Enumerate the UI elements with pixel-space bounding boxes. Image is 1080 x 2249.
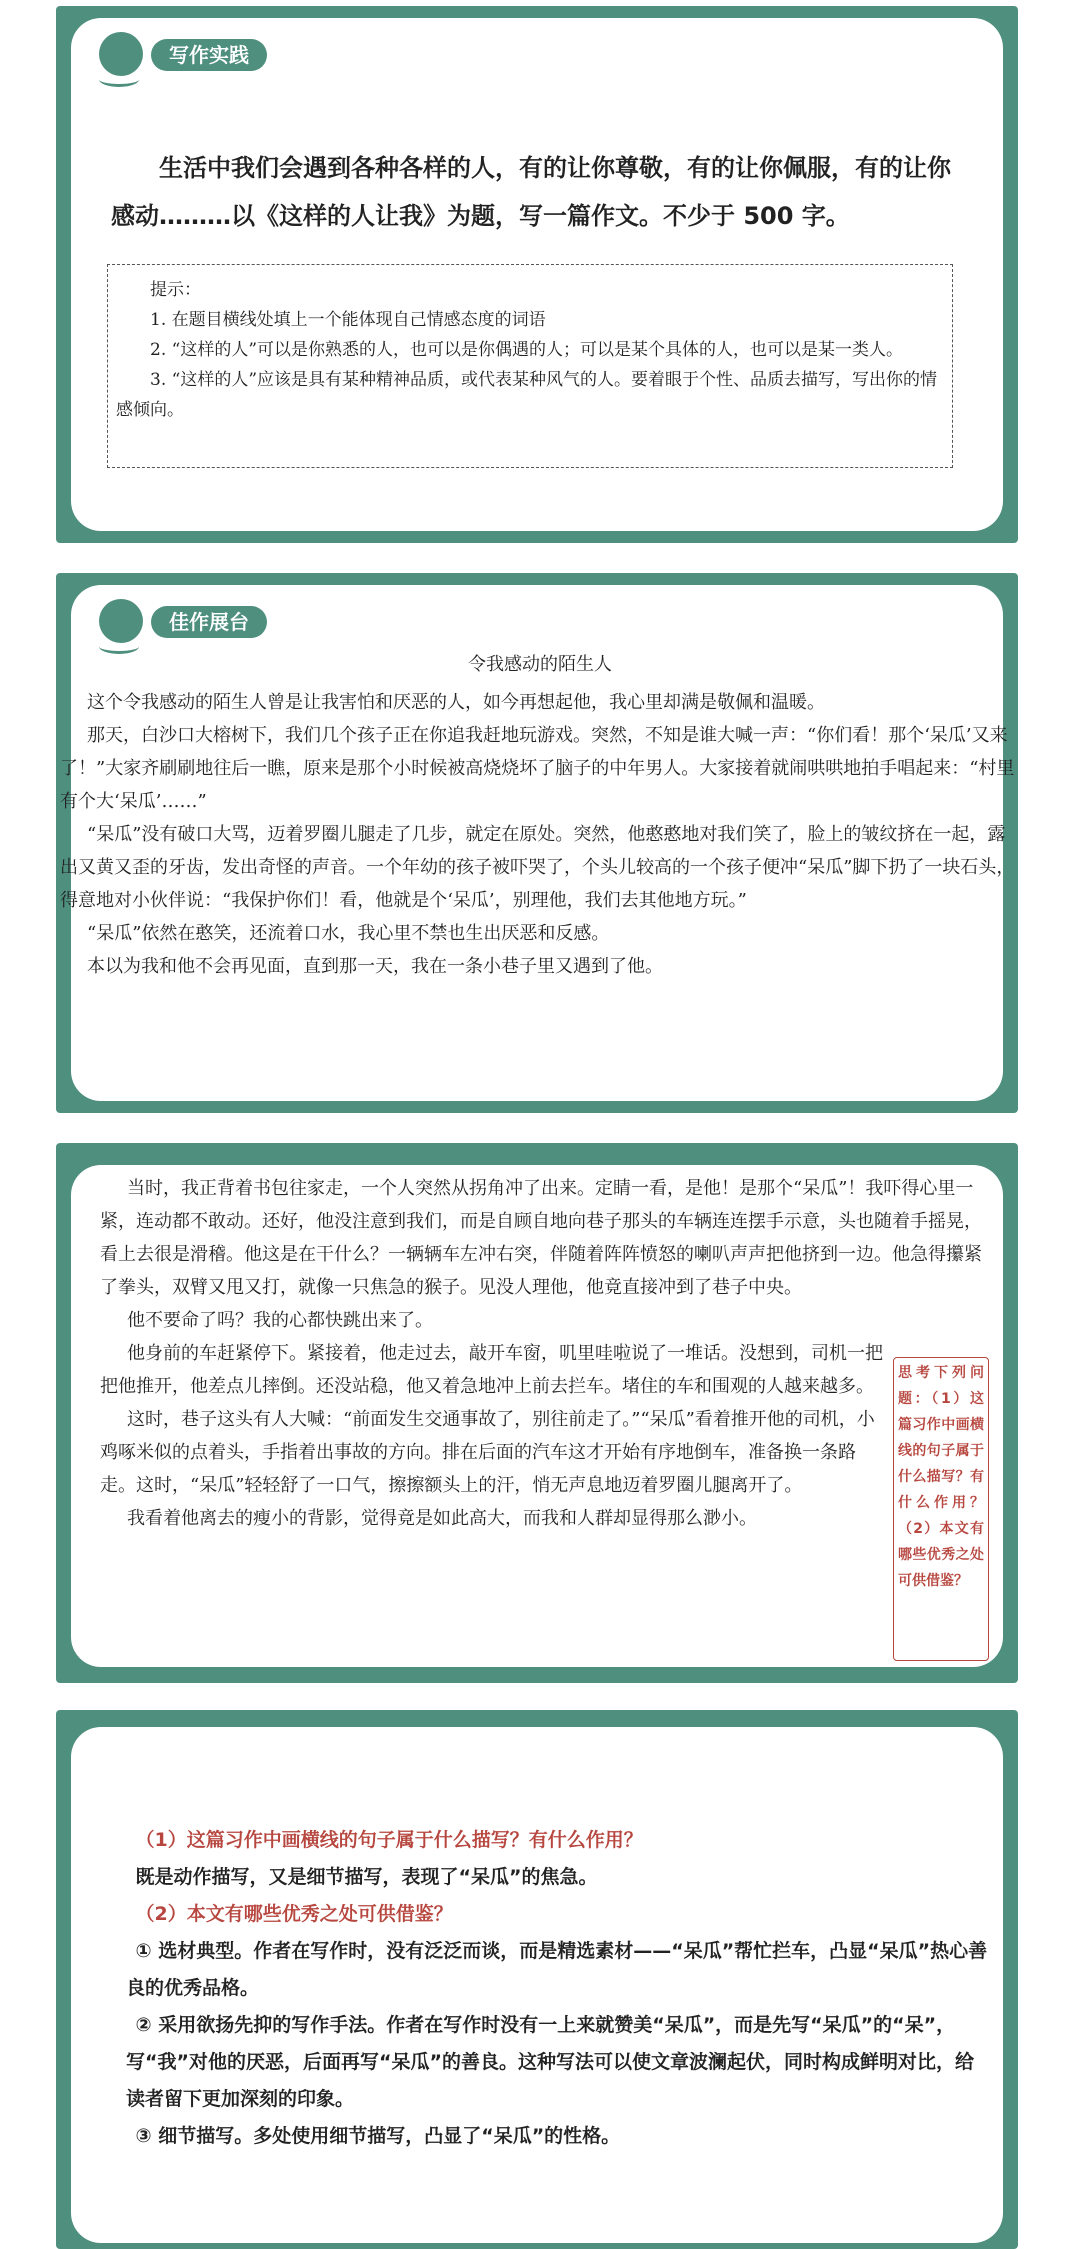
question-1: （1）这篇习作中画横线的句子属于什么描写？有什么作用？ [135, 1829, 643, 1851]
essay-paragraph: “呆瓜”依然在憨笑，还流着口水，我心里不禁也生出厌恶和反感。 [87, 923, 610, 944]
think-questions-box: 思考下列问题：（1）这篇习作中画横线的句子属于什么描写？有什么作用？（2）本文有哪些优秀之处可供借鉴？ [893, 1357, 989, 1661]
hint-item: 1. 在题目横线处填上一个能体现自己情感态度的词语 [150, 310, 546, 330]
essay-title: 令我感动的陌生人 [468, 654, 612, 675]
essay-part-1 [60, 686, 1020, 983]
essay-paragraph: 我看着他离去的瘦小的背影，觉得竟是如此高大，而我和人群却显得那么渺小。 [127, 1508, 757, 1529]
circle-icon [99, 599, 143, 643]
essay-paragraph: 当时，我正背着书包往家走，一个人突然从拐角冲了出来。定睛一看，是他！是那个“呆瓜”！我吓得心里一紧，连动都不敢动。还好，他没注意到我们，而是自顾自地向巷子那头的车辆连连摆手示意，头也随着手摇晃，看上去很是滑稽。他这是在干什么？一辆辆车左冲右突，伴随着阵阵愤怒的喇叭声声把他挤到一边。他急得攥紧了拳头，双臂又甩又打，就像一只焦急的猴子。见没人理他，他竟直接冲到了巷子中央。 [100, 1178, 982, 1298]
answer-item: ① 选材典型。作者在写作时，没有泛泛而谈，而是精选素材——“呆瓜”帮忙拦车，凸显“呆瓜”热心善良的优秀品格。 [126, 1940, 988, 1999]
essay-paragraph: 本以为我和他不会再见面，直到那一天，我在一条小巷子里又遇到了他。 [87, 956, 663, 977]
writing-practice-card [71, 18, 1003, 531]
essay-paragraph: 这个令我感动的陌生人曾是让我害怕和厌恶的人，如今再想起他，我心里却满是敬佩和温暖。 [87, 692, 825, 713]
hint-item: 3. “这样的人”应该是具有某种精神品质，或代表某种风气的人。要着眼于个性、品质去描写，写出你的情感倾向。 [116, 370, 938, 420]
section-tag-label: 佳作展台 [151, 606, 267, 638]
swoosh-icon [99, 72, 139, 87]
essay-part-2 [100, 1172, 990, 1535]
answer-1: 既是动作描写，又是细节描写，表现了“呆瓜”的焦急。 [135, 1866, 598, 1888]
answer-item: ② 采用欲扬先抑的写作手法。作者在写作时没有一上来就赞美“呆瓜”，而是先写“呆瓜”的“呆”，写“我”对他的厌恶，后面再写“呆瓜”的善良。这种写法可以使文章波澜起伏，同时构成鲜明对比，给读者留下更加深刻的印象。 [126, 2014, 974, 2110]
essay-paragraph: 他不要命了吗？我的心都快跳出来了。 [127, 1310, 433, 1331]
writing-prompt: 生活中我们会遇到各种各样的人，有的让你尊敬，有的让你佩服，有的让你感动………以《这样的人让我》为题，写一篇作文。不少于 500 字。 [111, 154, 951, 230]
writing-practice-panel [56, 6, 1018, 543]
section-tag-label: 写作实践 [151, 39, 267, 71]
circle-icon [99, 32, 143, 76]
answer-item: ③ 细节描写。多处使用细节描写，凸显了“呆瓜”的性格。 [135, 2125, 621, 2147]
analysis-answers [126, 1822, 990, 2155]
essay-paragraph: 那天，白沙口大榕树下，我们几个孩子正在你追我赶地玩游戏。突然，不知是谁大喊一声：“你们看！那个‘呆瓜’又来了！”大家齐刷刷地往后一瞧，原来是那个小时候被高烧烧坏了脑子的中年男人。大家接着就闹哄哄地拍手唱起来：“村里有个大‘呆瓜’……” [60, 725, 1015, 812]
hints-box [107, 264, 953, 468]
hint-item: 2. “这样的人”可以是你熟悉的人，也可以是你偶遇的人；可以是某个具体的人，也可以是某一类人。 [150, 340, 904, 360]
hints-heading: 提示： [150, 280, 201, 300]
essay-paragraph: 这时，巷子这头有人大喊：“前面发生交通事故了，别往前走了。”“呆瓜”看着推开他的司机，小鸡啄米似的点着头，手指着出事故的方向。排在后面的汽车这才开始有序地倒车，准备换一条路走。这时，“呆瓜”轻轻舒了一口气，擦擦额头上的汗，悄无声息地迈着罗圈儿腿离开了。 [100, 1409, 875, 1496]
essay-paragraph: 他身前的车赶紧停下。紧接着，他走过去，敲开车窗，叽里哇啦说了一堆话。没想到，司机一把把他推开，他差点儿摔倒。还没站稳，他又着急地冲上前去拦车。堵住的车和围观的人越来越多。 [100, 1343, 883, 1397]
essay-paragraph: “呆瓜”没有破口大骂，迈着罗圈儿腿走了几步，就定在原处。突然，他憨憨地对我们笑了，脸上的皱纹挤在一起，露出又黄又歪的牙齿，发出奇怪的声音。一个年幼的孩子被吓哭了，个头儿较高的一个孩子便冲“呆瓜”脚下扔了一块石头，得意地对小伙伴说：“我保护你们！看，他就是个‘呆瓜’，别理他，我们去其他地方玩。” [60, 824, 1015, 911]
question-2: （2）本文有哪些优秀之处可供借鉴？ [135, 1903, 453, 1925]
